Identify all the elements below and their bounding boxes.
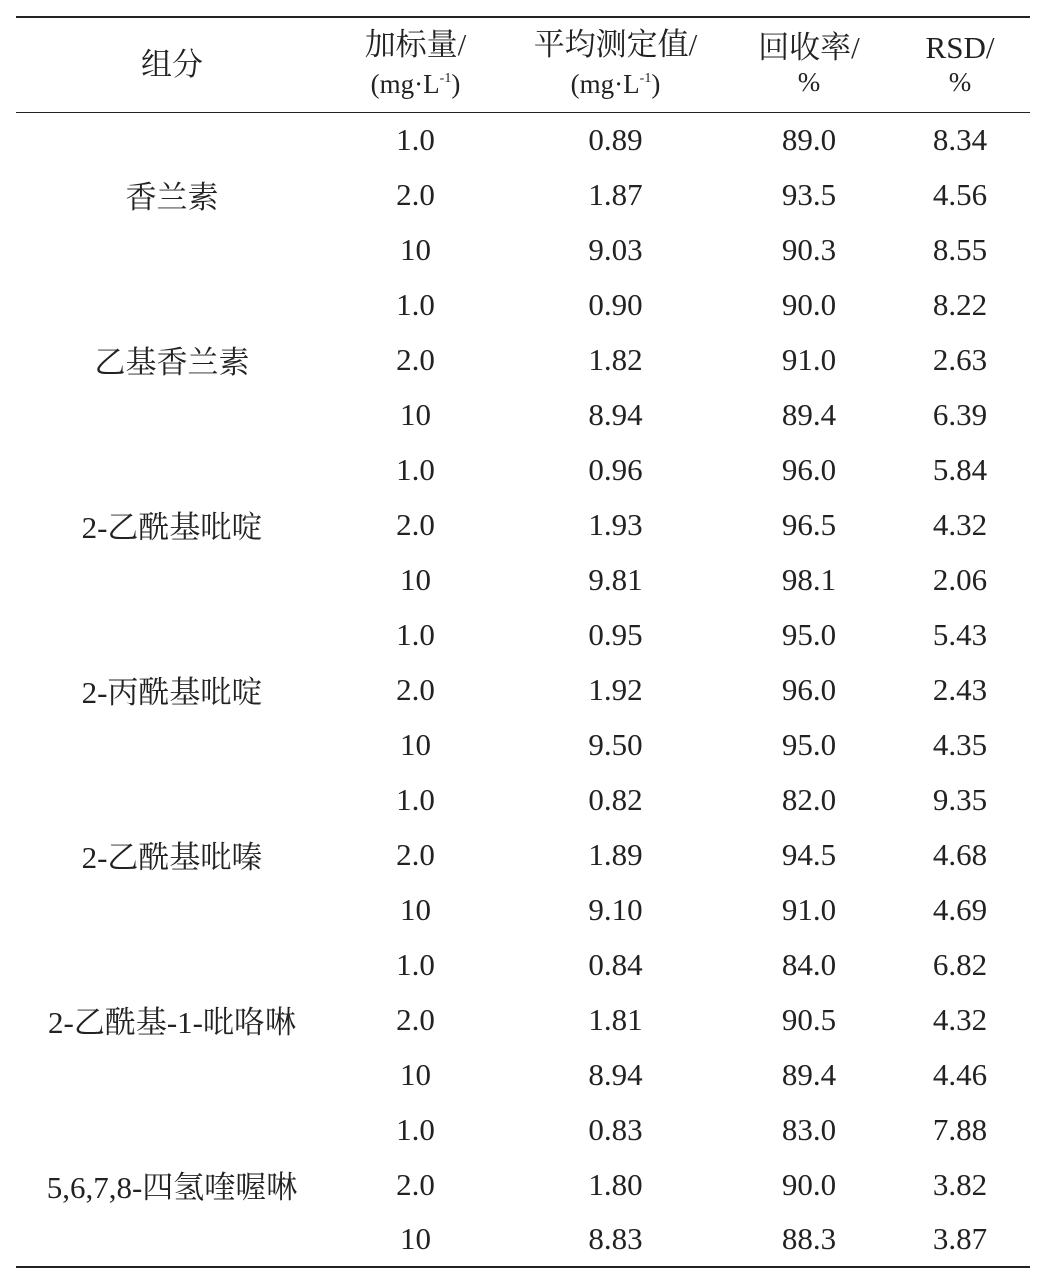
rsd-cell: 4.56 (932, 176, 988, 212)
mean-value-cell: 0.90 (588, 286, 643, 322)
rsd-cell: 8.55 (932, 231, 988, 267)
rsd-cell: 8.22 (932, 286, 988, 322)
recovery-cell: 93.5 (781, 176, 837, 212)
rsd-cell: 4.46 (932, 1056, 988, 1092)
header-rsd-unit: % (948, 66, 972, 97)
recovery-table-container (16, 16, 1030, 1268)
component-name: 5,6,7,8-四氢喹喔啉 (46, 1169, 298, 1205)
spike-amount-cell: 10 (400, 1221, 431, 1256)
header-rsd-label: RSD/ (925, 29, 995, 65)
rsd-cell: 5.84 (932, 451, 988, 487)
table-row (16, 772, 1030, 827)
rsd-cell: 2.63 (932, 341, 988, 377)
rsd-cell: 7.88 (932, 1111, 988, 1147)
recovery-cell: 96.0 (781, 671, 837, 707)
spike-amount-cell: 2.0 (396, 671, 435, 707)
recovery-cell: 94.5 (781, 836, 837, 872)
rsd-cell: 6.82 (932, 946, 988, 982)
spike-amount-cell: 2.0 (396, 506, 435, 542)
header-recovery-unit: % (797, 66, 821, 97)
header-spike-unit: $(mg\cdot L^{-1})$ (370, 69, 461, 100)
mean-value-cell: 9.50 (588, 726, 643, 762)
recovery-cell: 82.0 (781, 781, 837, 817)
mean-value-cell: 1.87 (588, 176, 643, 212)
recovery-cell: 91.0 (781, 891, 837, 927)
recovery-cell: 95.0 (781, 726, 837, 762)
recovery-cell: 83.0 (781, 1111, 837, 1147)
table-row (16, 442, 1030, 497)
recovery-cell: 95.0 (781, 616, 837, 652)
header-mean-label: 平均测定值/ (533, 27, 698, 63)
mean-value-cell: 1.82 (588, 341, 643, 377)
mean-value-cell: 1.93 (588, 506, 643, 542)
rsd-cell: 2.43 (932, 671, 988, 707)
header-spike-amount (328, 17, 503, 112)
mean-value-cell: 8.83 (588, 1221, 643, 1256)
rsd-cell: 3.82 (932, 1166, 988, 1202)
spike-amount-cell: 2.0 (396, 176, 435, 212)
component-name: 2-丙酰基吡啶 (81, 675, 263, 710)
spike-amount-cell: 1.0 (396, 451, 435, 487)
rsd-cell: 9.35 (932, 781, 988, 817)
spike-amount-cell: 1.0 (396, 1111, 435, 1147)
mean-value-cell: 0.95 (588, 616, 643, 652)
recovery-cell: 90.0 (781, 286, 837, 322)
spike-amount-cell: 10 (400, 231, 431, 267)
spike-amount-cell: 10 (400, 891, 431, 927)
rsd-cell: 4.32 (932, 1001, 988, 1037)
component-name: 香兰素 (125, 180, 219, 216)
rsd-cell: 4.68 (932, 836, 988, 872)
spike-amount-cell: 10 (400, 396, 431, 432)
header-component (16, 17, 328, 112)
mean-value-cell: 1.92 (588, 671, 643, 707)
recovery-cell: 90.0 (781, 1166, 837, 1202)
rsd-cell: 8.34 (932, 121, 988, 157)
spike-amount-cell: 10 (400, 561, 431, 597)
component-name: 2-乙酰基-1-吡咯啉 (48, 1005, 296, 1040)
recovery-cell: 98.1 (781, 561, 837, 597)
mean-value-cell: 0.83 (588, 1111, 643, 1147)
rsd-cell: 3.87 (932, 1221, 988, 1256)
recovery-cell: 89.4 (781, 1056, 837, 1092)
mean-value-cell: 1.81 (588, 1001, 643, 1037)
table-row (16, 112, 1030, 167)
spike-amount-cell: 1.0 (396, 616, 435, 652)
rsd-cell: 5.43 (932, 616, 988, 652)
table-body (16, 112, 1030, 1267)
recovery-cell: 91.0 (781, 341, 837, 377)
rsd-cell: 2.06 (932, 561, 988, 597)
header-recovery (728, 17, 890, 112)
header-component-label: 组分 (141, 46, 203, 82)
mean-value-cell: 9.81 (588, 561, 643, 597)
mean-value-cell: 0.82 (588, 781, 643, 817)
spike-amount-cell: 1.0 (396, 781, 435, 817)
mean-value-cell: 1.89 (588, 836, 643, 872)
table-header-row (16, 17, 1030, 112)
mean-value-cell: 9.03 (588, 231, 643, 267)
spike-amount-cell: 10 (400, 1056, 431, 1092)
rsd-cell: 4.32 (932, 506, 988, 542)
recovery-cell: 96.0 (781, 451, 837, 487)
mean-value-cell: 9.10 (588, 891, 643, 927)
table-row (16, 1102, 1030, 1157)
mean-value-cell: 8.94 (588, 396, 643, 432)
table-row (16, 277, 1030, 332)
spike-amount-cell: 1.0 (396, 946, 435, 982)
mean-value-cell: 8.94 (588, 1056, 643, 1092)
recovery-cell: 84.0 (781, 946, 837, 982)
recovery-cell: 90.3 (781, 231, 837, 267)
recovery-cell: 89.0 (781, 121, 837, 157)
header-recovery-label: 回收率/ (758, 29, 860, 65)
rsd-cell: 6.39 (932, 396, 988, 432)
table-row (16, 607, 1030, 662)
mean-value-cell: 0.84 (588, 946, 643, 982)
rsd-cell: 4.35 (932, 726, 988, 762)
mean-value-cell: 0.89 (588, 121, 643, 157)
recovery-table (16, 16, 1030, 1268)
header-mean-value (503, 17, 728, 112)
component-name: 乙基香兰素 (94, 345, 250, 380)
component-name: 2-乙酰基吡嗪 (81, 840, 263, 875)
spike-amount-cell: 2.0 (396, 1001, 435, 1037)
spike-amount-cell: 2.0 (396, 836, 435, 872)
spike-amount-cell: 2.0 (396, 1166, 435, 1202)
header-spike-label: 加标量/ (364, 27, 467, 63)
recovery-cell: 88.3 (781, 1221, 837, 1256)
rsd-cell: 4.69 (932, 891, 988, 927)
spike-amount-cell: 10 (400, 726, 431, 762)
component-name: 2-乙酰基吡啶 (81, 510, 263, 545)
mean-value-cell: 1.80 (588, 1166, 643, 1202)
header-mean-unit: $(mg\cdot L^{-1})$ (570, 69, 661, 100)
recovery-cell: 96.5 (781, 506, 837, 542)
recovery-cell: 90.5 (781, 1001, 837, 1037)
spike-amount-cell: 2.0 (396, 341, 435, 377)
table-row (16, 937, 1030, 992)
spike-amount-cell: 1.0 (396, 286, 435, 322)
header-rsd (890, 17, 1030, 112)
recovery-cell: 89.4 (781, 396, 837, 432)
mean-value-cell: 0.96 (588, 451, 643, 487)
spike-amount-cell: 1.0 (396, 121, 435, 157)
